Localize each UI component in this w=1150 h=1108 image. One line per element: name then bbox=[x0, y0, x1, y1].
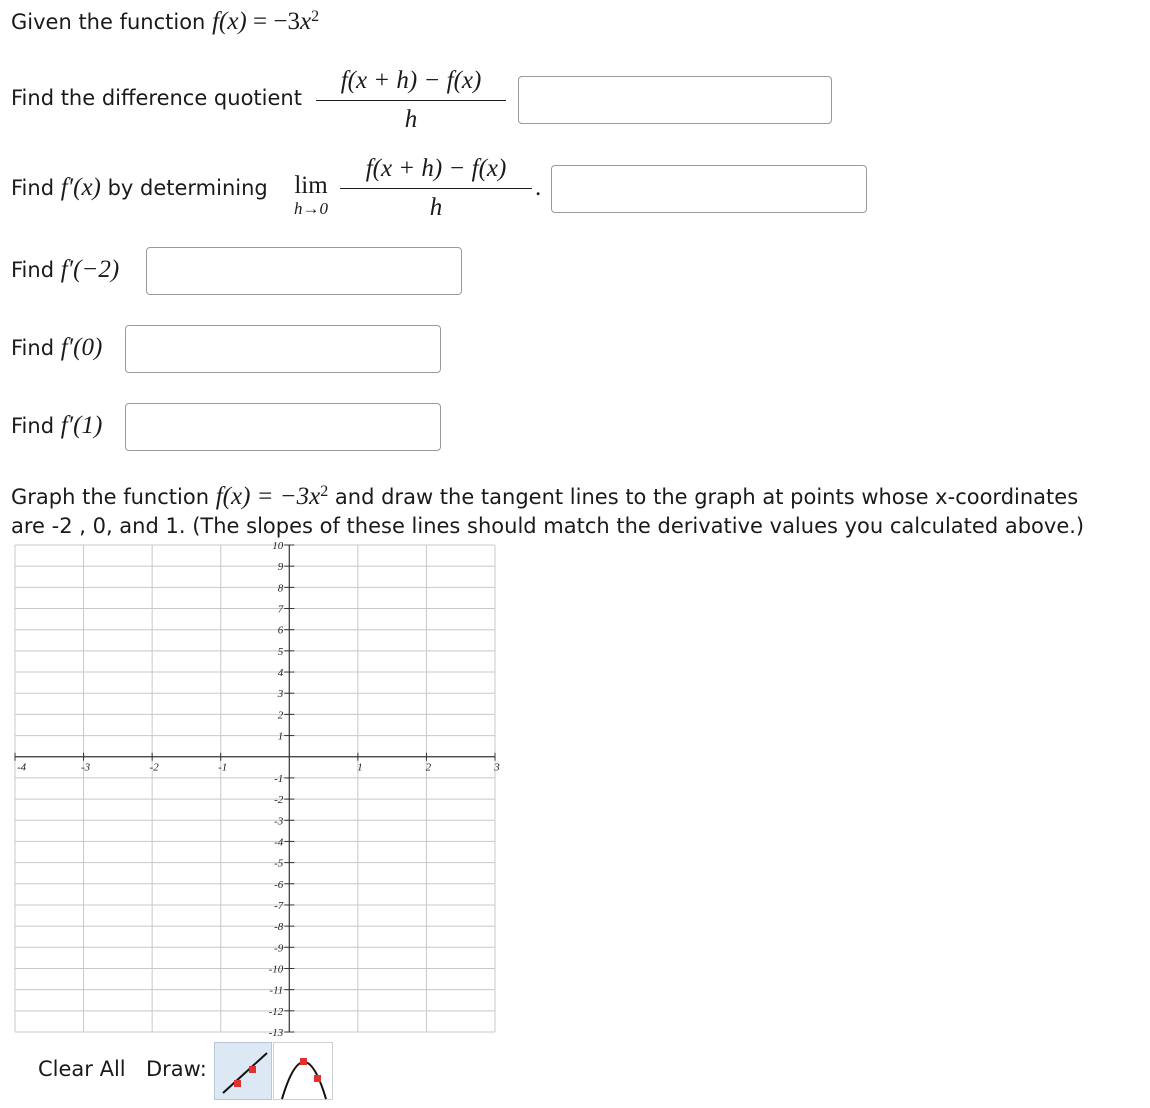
line-tool-icon bbox=[215, 1043, 273, 1101]
fprime-1-input[interactable] bbox=[125, 403, 441, 451]
y-tick-label: -10 bbox=[268, 963, 284, 976]
y-tick-label: 3 bbox=[277, 688, 284, 701]
clear-all-button[interactable]: Clear All bbox=[38, 1057, 126, 1081]
x-tick-label: -2 bbox=[149, 761, 159, 774]
limit-text: lim bbox=[294, 172, 328, 199]
deriv-label bbox=[11, 174, 268, 202]
fprime-0-expr: f′(0) bbox=[60, 334, 103, 361]
fprime-0-find: Find bbox=[11, 336, 55, 360]
fprime-1-label bbox=[11, 412, 102, 440]
y-tick-label: 5 bbox=[277, 645, 284, 658]
y-tick-label: 4 bbox=[277, 667, 284, 680]
parabola-tool-button[interactable] bbox=[273, 1042, 333, 1100]
y-tick-label: -6 bbox=[274, 878, 284, 891]
function-lhs: f(x) bbox=[212, 8, 247, 35]
fprime-1-expr: f′(1) bbox=[60, 412, 103, 439]
deriv-label-mid: by determining bbox=[107, 176, 268, 200]
instruction-exp: 2 bbox=[320, 483, 329, 500]
x-tick-label: 2 bbox=[425, 761, 432, 774]
dq-denominator: h bbox=[404, 106, 418, 133]
y-tick-label: -12 bbox=[268, 1005, 284, 1018]
y-tick-label: -5 bbox=[274, 857, 284, 870]
y-tick-label: -4 bbox=[274, 836, 284, 849]
y-tick-label: -3 bbox=[274, 815, 284, 828]
y-tick-label: 8 bbox=[277, 582, 284, 595]
limit-denominator: h bbox=[429, 194, 443, 221]
dq-fraction bbox=[316, 66, 506, 135]
dq-label: Find the difference quotient bbox=[11, 86, 302, 110]
fprime-1-find: Find bbox=[11, 414, 55, 438]
fprime-0-label bbox=[11, 334, 102, 362]
derivative-answer-input[interactable] bbox=[551, 165, 867, 213]
y-tick-label: 2 bbox=[277, 709, 284, 722]
fprime-neg2-input[interactable] bbox=[146, 247, 462, 295]
y-tick-label: 7 bbox=[277, 603, 284, 616]
x-tick-label: -4 bbox=[17, 761, 27, 774]
fprime-neg2-find: Find bbox=[11, 258, 55, 282]
function-var: x bbox=[299, 8, 312, 35]
function-eq: = −3 bbox=[246, 8, 300, 35]
x-tick-label: 3 bbox=[494, 761, 500, 774]
y-tick-label: 1 bbox=[277, 730, 284, 743]
y-tick-label: -8 bbox=[274, 921, 284, 934]
y-tick-label: 6 bbox=[277, 624, 284, 637]
limit-operator bbox=[290, 172, 332, 218]
x-tick-label: 1 bbox=[357, 761, 363, 774]
function-exponent: 2 bbox=[311, 8, 320, 25]
intro-text: Given the function bbox=[11, 10, 206, 34]
y-tick-label: -2 bbox=[274, 794, 284, 807]
limit-subscript: h→0 bbox=[294, 199, 328, 218]
function-statement bbox=[11, 8, 319, 36]
instruction-func: f(x) = −3x bbox=[215, 483, 321, 510]
y-tick-label: 9 bbox=[277, 561, 284, 574]
limit-numerator: f(x + h) − f(x) bbox=[365, 155, 507, 182]
deriv-label-pre: Find bbox=[11, 176, 55, 200]
instruction-pre: Graph the function bbox=[11, 485, 210, 509]
y-tick-label: -11 bbox=[269, 984, 284, 997]
fprime-0-input[interactable] bbox=[125, 325, 441, 373]
line-tool-button[interactable] bbox=[214, 1042, 272, 1100]
y-tick-label: -13 bbox=[268, 1027, 284, 1039]
parabola-tool-icon bbox=[274, 1043, 332, 1101]
limit-fraction bbox=[340, 154, 532, 223]
y-tick-label: -7 bbox=[274, 899, 284, 912]
fprime-neg2-label bbox=[11, 256, 119, 284]
graph-canvas[interactable] bbox=[10, 540, 500, 1037]
graph-instruction-line1 bbox=[11, 483, 1078, 511]
limit-period: . bbox=[535, 174, 542, 201]
dq-answer-input[interactable] bbox=[518, 76, 832, 124]
dq-numerator: f(x + h) − f(x) bbox=[340, 67, 482, 94]
x-tick-label: -3 bbox=[80, 761, 91, 774]
y-tick-label: -1 bbox=[274, 772, 284, 785]
y-tick-label: -9 bbox=[274, 942, 284, 955]
graph-instruction-line2: are -2 , 0, and 1. (The slopes of these lines should match the derivative values you calculated above.) bbox=[11, 514, 1085, 538]
instruction-rest: and draw the tangent lines to the graph at points whose x-coordinates bbox=[334, 485, 1079, 509]
draw-label: Draw: bbox=[146, 1057, 207, 1081]
deriv-fprime: f′(x) bbox=[60, 174, 101, 201]
x-tick-label: -1 bbox=[218, 761, 228, 774]
fprime-neg2-expr: f′(−2) bbox=[60, 256, 120, 283]
y-tick-label: 10 bbox=[272, 540, 284, 552]
